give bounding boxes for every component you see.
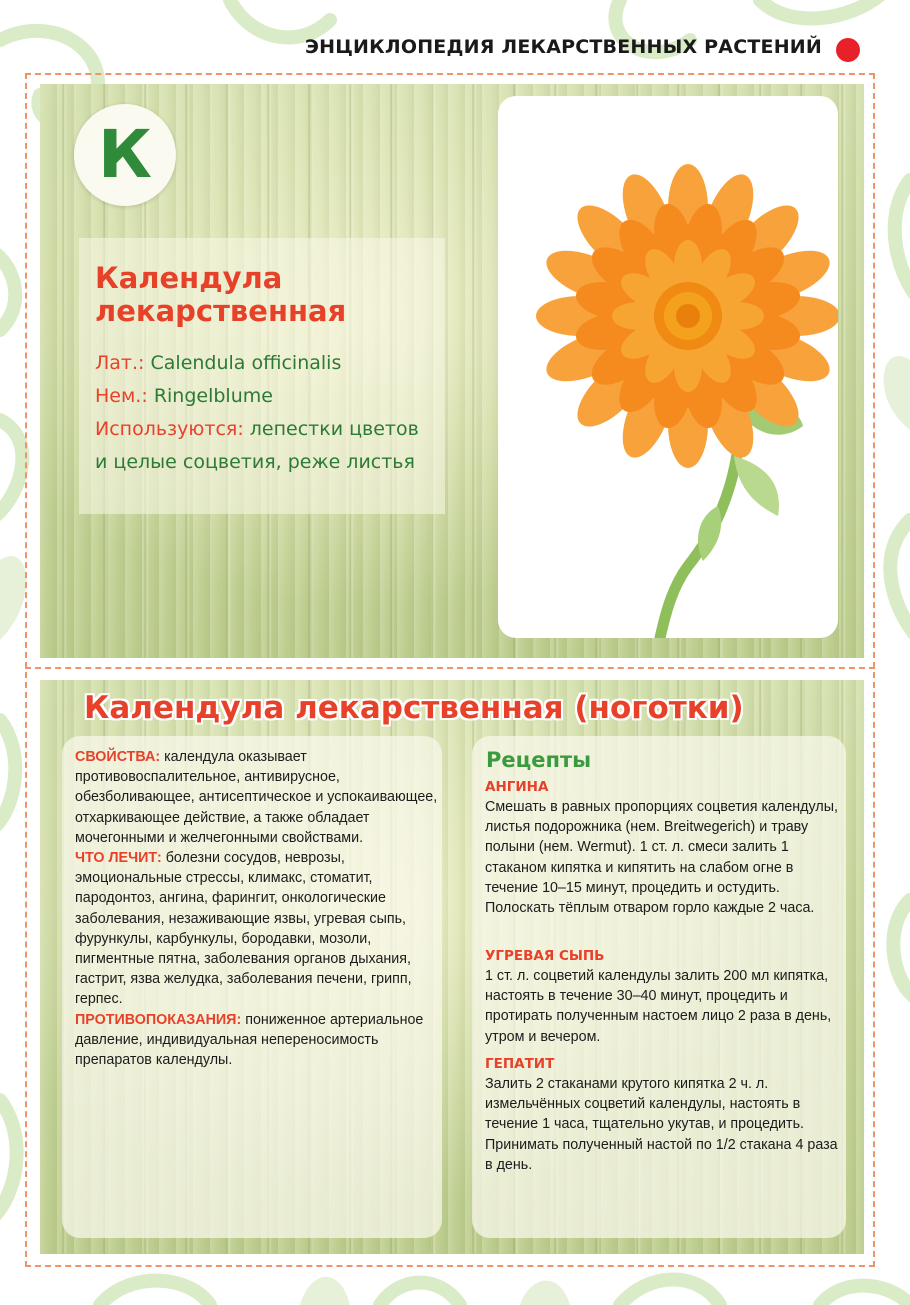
calendula-flower-image (498, 96, 838, 638)
alphabet-letter-badge (74, 104, 176, 206)
plant-title-line2: лекарственная (95, 294, 347, 328)
dashed-divider (25, 667, 875, 669)
latin-label: Лат.: (95, 352, 145, 374)
flower-photo-card (498, 96, 838, 638)
alphabet-letter: К (98, 116, 152, 193)
treats-value: болезни сосудов, неврозы, эмоциональные стрессы, климакс, стоматит, пародонтоз, ангина, фарингит, онкологические заболевания, незаживающие язвы, угревая сыпь, фурункулы, карбункулы, бородавки, мозоли, пигментные пятна, заболевания органов дыхания, гастрит, язва желудка, заболевания печени, грипп, герпес. (75, 850, 412, 1008)
properties-text (75, 747, 439, 1070)
used-value-2: и целые соцветия, реже листья (95, 451, 415, 473)
section-title: Календула лекарственная (ноготки) (84, 690, 744, 726)
used-value-1: лепестки цветов (249, 418, 419, 440)
latin-name-line (95, 352, 455, 374)
recipe-name-angina: АНГИНА (485, 779, 549, 795)
used-label: Используются: (95, 418, 244, 440)
properties-value: календула оказывает противовоспалительное, антивирусное, обезболивающее, антисептическое и успокаивающее, отхаркивающее действие, а также обладает мочегонными и желчегонными свойствами. (75, 749, 438, 846)
header-red-dot (836, 38, 860, 62)
used-parts-line-2 (95, 451, 455, 473)
recipe-text-acne: 1 ст. л. соцветий календулы залить 200 мл кипятка, настоять в течение 30–40 минут, процедить и протирать полученным настоем лицо 2 раза в день, утром и вечером. (485, 968, 832, 1045)
recipe-text-angina: Смешать в равных пропорциях соцветия календулы, листья подорожника (нем. Breitwegerich) и траву полыни (нем. Wermut). 1 ст. л. смеси залить 1 стаканом кипятка и кипятить на слабом огне в течение 10–15 минут, процедить и остудить. Полоскать тёплым отваром горло каждые 2 часа. (485, 799, 838, 917)
german-value: Ringelblume (153, 385, 273, 407)
recipe-text-hepatitis: Залить 2 стаканами крутого кипятка 2 ч. л. измельчённых соцветий календулы, настоять в течение 1 часа, тщательно укутав, и процедить. Принимать полученный настой по 1/2 стакана 4 раза в день. (485, 1076, 838, 1173)
german-name-line (95, 385, 455, 407)
recipes-heading: Рецепты (486, 748, 592, 772)
recipe-name-hepatitis: ГЕПАТИТ (485, 1056, 555, 1072)
treats-label: ЧТО ЛЕЧИТ: (75, 850, 162, 867)
contraindications-label: ПРОТИВОПОКАЗАНИЯ: (75, 1011, 242, 1028)
plant-title-line1: Календула (95, 261, 283, 295)
properties-label: СВОЙСТВА: (75, 749, 161, 765)
contraindications-value: пониженное артериальное давление, индивидуальная непереносимость препаратов календулы. (75, 1011, 424, 1069)
german-label: Нем.: (95, 385, 148, 407)
plant-title (95, 262, 435, 328)
encyclopedia-header-title: ЭНЦИКЛОПЕДИЯ ЛЕКАРСТВЕННЫХ РАСТЕНИЙ (304, 36, 822, 58)
recipe-name-acne: УГРЕВАЯ СЫПЬ (485, 948, 605, 964)
used-parts-line (95, 418, 455, 440)
latin-value: Calendula officinalis (150, 352, 342, 374)
